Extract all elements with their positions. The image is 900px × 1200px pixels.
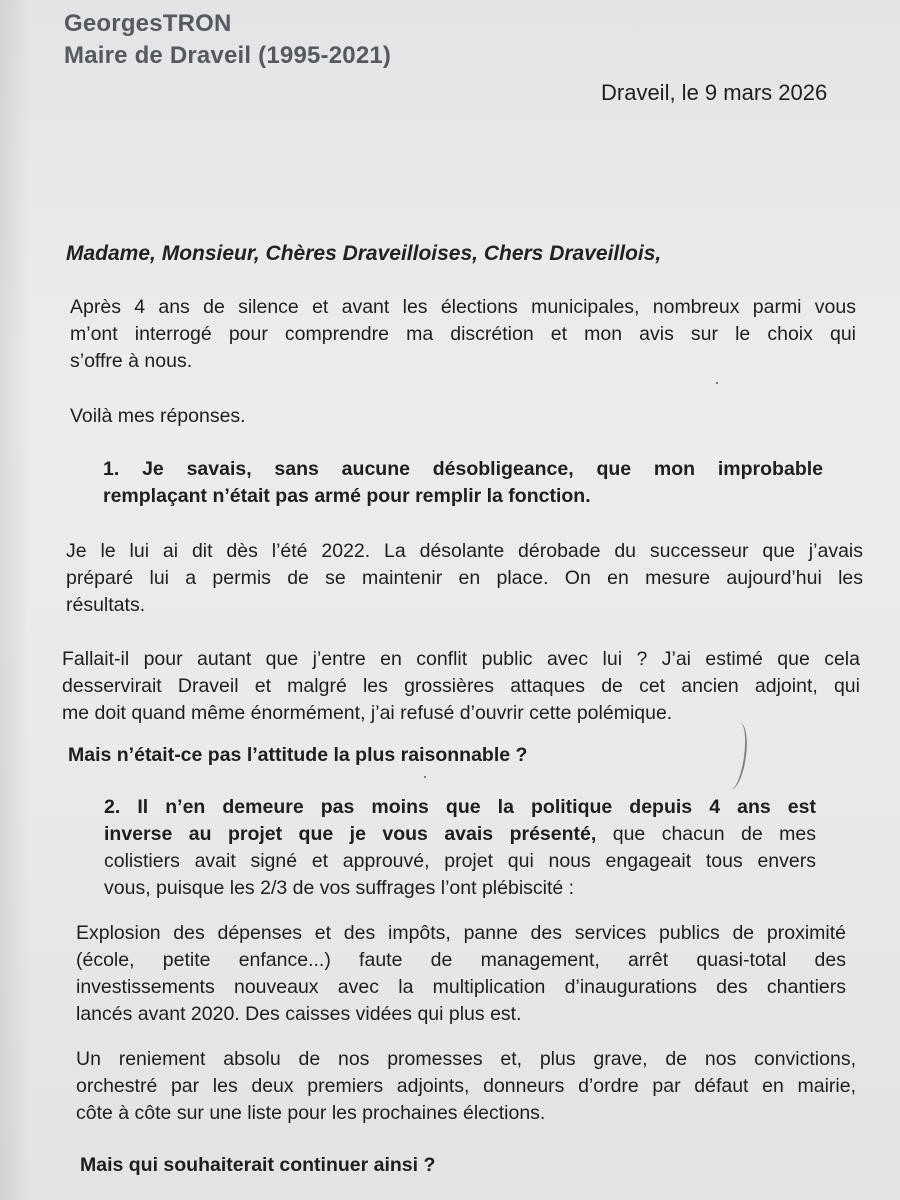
intro-line: s’offre à nous. — [70, 350, 193, 372]
paragraph-2-line: résultats. — [66, 594, 146, 616]
paragraph-5-line: orchestré par les deux premiers adjoints, donneurs d’ordre par défaut en mairie, — [76, 1075, 856, 1097]
paragraph-5-line: Un reniement absolu de nos promesses et, plus grave, de nos convictions, — [76, 1048, 856, 1070]
question-2: Mais qui souhaiterait continuer ainsi ? — [80, 1154, 436, 1176]
paragraph-4 — [76, 920, 846, 1028]
point-2-regular-fragment: que chacun de mes — [596, 823, 816, 845]
paragraph-2-line: Je le lui ai dit dès l’été 2022. La désolante dérobade du successeur que j’avais — [66, 540, 863, 562]
point-1-line: remplaçant n’était pas armé pour remplir la fonction. — [103, 485, 591, 507]
paragraph-3-line: desservirait Draveil et malgré les grossières attaques de cet ancien adjoint, qui — [62, 675, 860, 697]
paragraph-2 — [66, 538, 863, 619]
point-2-line: colistiers avait signé et approuvé, projet qui nous engageait tous envers — [104, 850, 816, 872]
paragraph-5-line: côte à côte sur une liste pour les prochaines élections. — [76, 1102, 546, 1124]
paragraph-5 — [76, 1046, 856, 1127]
answers-intro: Voilà mes réponses. — [70, 405, 246, 427]
intro-line: Après 4 ans de silence et avant les élections municipales, nombreux parmi vous — [70, 296, 856, 318]
paragraph-4-line: investissements nouveaux avec la multiplication d’inaugurations des chantiers — [76, 976, 846, 998]
salutation: Madame, Monsieur, Chères Draveilloises, Chers Draveillois, — [66, 242, 662, 265]
point-1 — [103, 456, 823, 510]
intro-line: m’ont interrogé pour comprendre ma discrétion et mon avis sur le choix qui — [70, 323, 856, 345]
paragraph-3-line: Fallait-il pour autant que j’entre en conflit public avec lui ? J’ai estimé que cela — [62, 648, 860, 670]
paragraph-4-line: lancés avant 2020. Des caisses vidées qui plus est. — [76, 1003, 522, 1025]
question-1: Mais n’était-ce pas l’attitude la plus raisonnable ? — [68, 744, 528, 766]
ink-dot — [716, 382, 718, 384]
paragraph-4-line: (école, petite enfance...) faute de management, arrêt quasi-total des — [76, 949, 846, 971]
paragraph-4-line: Explosion des dépenses et des impôts, panne des services publics de proximité — [76, 922, 846, 944]
point-2-bold-fragment: inverse au projet que je vous avais présenté, — [104, 823, 597, 845]
point-2-line: vous, puisque les 2/3 de vos suffrages l’ont plébiscité : — [104, 877, 575, 899]
ink-dot — [424, 776, 426, 778]
point-2-line: 2. Il n’en demeure pas moins que la politique depuis 4 ans est — [104, 796, 816, 818]
point-2-line — [104, 821, 816, 848]
paragraph-3 — [62, 646, 860, 727]
paragraph-2-line: préparé lui a permis de se maintenir en place. On en mesure aujourd’hui les — [66, 567, 863, 589]
paragraph-3-line: me doit quand même énormément, j’ai refusé d’ouvrir cette polémique. — [62, 702, 673, 724]
page-shadow — [0, 0, 30, 1200]
point-1-line: 1. Je savais, sans aucune désobligeance, que mon improbable — [103, 458, 823, 480]
intro-paragraph — [70, 294, 856, 375]
point-2 — [104, 794, 816, 902]
pen-mark — [719, 721, 750, 791]
date-line: Draveil, le 9 mars 2026 — [601, 80, 828, 105]
sender-name: GeorgesTRON — [64, 10, 232, 37]
sender-role: Maire de Draveil (1995-2021) — [64, 42, 392, 69]
